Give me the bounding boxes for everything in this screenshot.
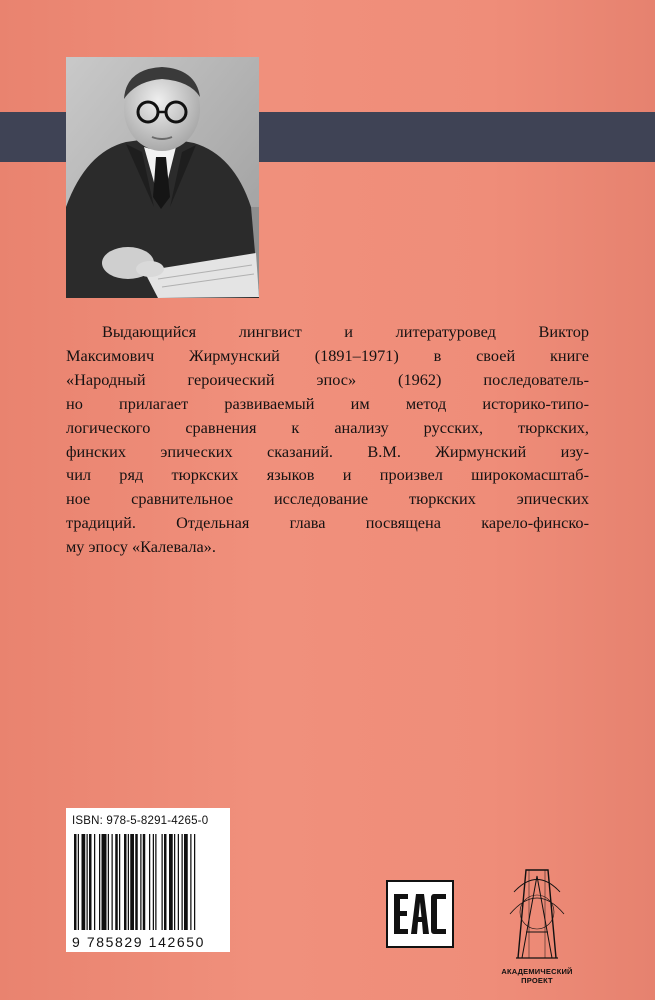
eac-conformity-mark-icon: [388, 882, 452, 946]
description-line: му эпосу «Калевала».: [66, 537, 216, 557]
barcode-bar: [169, 834, 173, 930]
barcode-bar: [194, 834, 195, 930]
barcode-bar: [155, 834, 156, 930]
barcode-bar: [87, 834, 88, 930]
publisher-logo: [496, 862, 578, 985]
ean-digits: 9 785829 142650: [72, 934, 205, 950]
description-line: Выдающийся лингвист и литературовед Виктор: [102, 322, 589, 341]
barcode-bar: [124, 834, 127, 930]
barcode-bar: [130, 834, 134, 930]
barcode-bar: [102, 834, 107, 930]
eac-mark: [386, 880, 454, 948]
barcode-bar: [78, 834, 79, 930]
barcode-bar: [153, 834, 154, 930]
description-line: чил ряд тюркских языков и произвел широкомасштаб-: [66, 465, 589, 485]
barcode-bar: [108, 834, 109, 930]
barcode-bar: [115, 834, 118, 930]
description-line: логического сравнения к анализу русских, тюркских,: [66, 417, 589, 437]
isbn-text: ISBN: 978-5-8291-4265-0: [72, 815, 209, 827]
barcode-bar: [119, 834, 120, 930]
barcode-bar: [128, 834, 129, 930]
barcode-bar: [143, 834, 146, 930]
description-line: ное сравнительное исследование тюркских эпических: [66, 489, 589, 509]
description-line: Максимович Жирмунский (1891–1971) в своей книге: [66, 345, 589, 365]
barcode-bar: [182, 834, 183, 930]
barcode-bars-icon: [72, 834, 224, 932]
barcode-bar: [190, 834, 191, 930]
author-portrait-photo-icon: [66, 57, 259, 298]
description-line: но прилагает развиваемый им метод историко-типо-: [66, 393, 589, 413]
barcode-bar: [94, 834, 95, 930]
barcode-bar: [178, 834, 179, 930]
barcode-bar: [164, 834, 167, 930]
author-portrait: [66, 57, 259, 298]
publisher-a-logo-icon: [496, 862, 578, 962]
barcode-bar: [140, 834, 141, 930]
barcode-bar: [82, 834, 86, 930]
description-line: «Народный героический эпос» (1962) последователь-: [66, 369, 589, 389]
barcode-bar: [74, 834, 77, 930]
barcode-label: [66, 808, 230, 952]
barcode-bar: [89, 834, 92, 930]
publisher-name: АКАДЕМИЧЕСКИЙ ПРОЕКТ: [501, 967, 573, 985]
barcode-bar: [184, 834, 188, 930]
barcode-bar: [162, 834, 163, 930]
barcode-bar: [135, 834, 138, 930]
description-line: традиций. Отдельная глава посвящена карело-финско-: [66, 513, 589, 533]
barcode-bar: [149, 834, 150, 930]
book-description: [66, 320, 589, 559]
barcode-bar: [112, 834, 113, 930]
barcode-bar: [174, 834, 175, 930]
barcode-bar: [99, 834, 100, 930]
description-line: финских эпических сказаний. В.М. Жирмунский изу-: [66, 441, 589, 461]
